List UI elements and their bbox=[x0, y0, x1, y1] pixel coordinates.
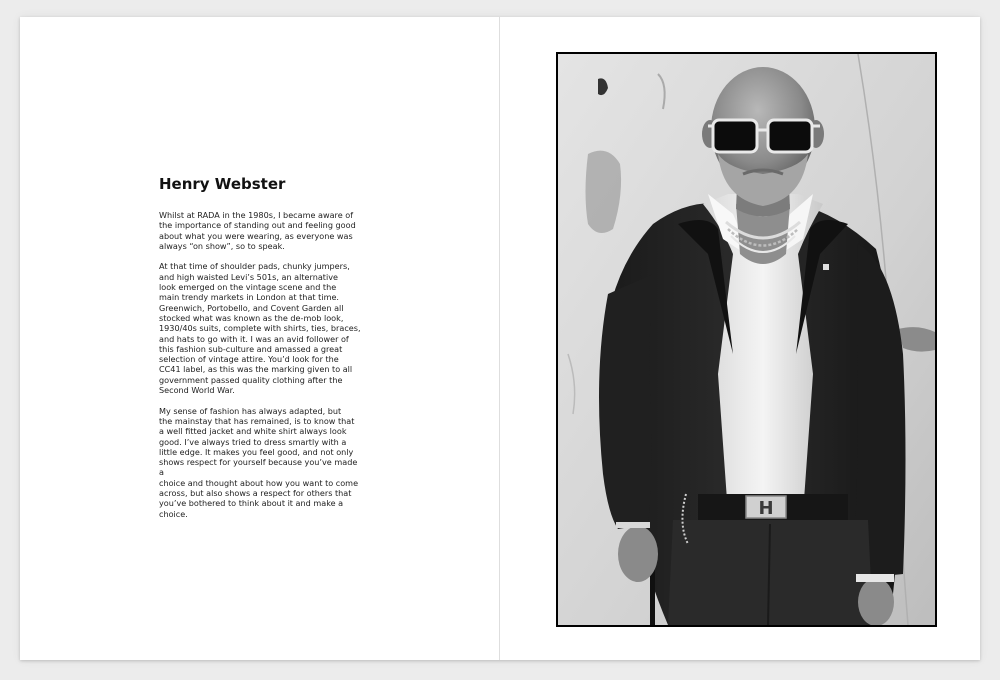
paragraph-1: Whilst at RADA in the 1980s, I became aware of the importance of standing out and feeling good about what you were wearing, as everyone was always “on show”, so to speak. bbox=[159, 210, 356, 251]
sunglasses-right-lens bbox=[768, 120, 812, 152]
book-spread bbox=[20, 17, 980, 660]
portrait-illustration bbox=[558, 54, 935, 625]
paragraph-2: At that time of shoulder pads, chunky jumpers, and high waisted Levi’s 501s, an alternative look emerged on the vintage scene and the main trendy markets in London at that time. Greenwich, Portobello, and Covent Garden all stocked what was known as the de-mob look, 1930/40s suits, complete with shirts, ties, braces, and hats to go with it. I was an avid follower of this fashion sub-culture and amassed a great selection of vintage attire. You’d look for the CC41 label, as this was the marking given to all government passed quality clothing after the Second World War. bbox=[159, 261, 361, 396]
article-body bbox=[159, 210, 364, 529]
belt-buckle-letter: H bbox=[758, 498, 774, 519]
paragraph-3: My sense of fashion has always adapted, but the mainstay that has remained, is to know that a well fitted jacket and white shirt always look good. I’ve always tried to dress smartly with a little edge. It makes you feel good, and not only shows respect for yourself because you’ve made a choice and thought about how you want to come across, but also shows a respect for others that you’ve bothered to think about it and make a choice. bbox=[159, 405, 359, 519]
right-hand bbox=[858, 578, 894, 625]
sunglasses-left-lens bbox=[713, 120, 757, 152]
portrait-photo bbox=[556, 52, 937, 627]
left-hand bbox=[618, 526, 658, 582]
left-page bbox=[20, 17, 500, 660]
walking-cane bbox=[650, 569, 655, 625]
page-title: Henry Webster bbox=[159, 175, 286, 193]
